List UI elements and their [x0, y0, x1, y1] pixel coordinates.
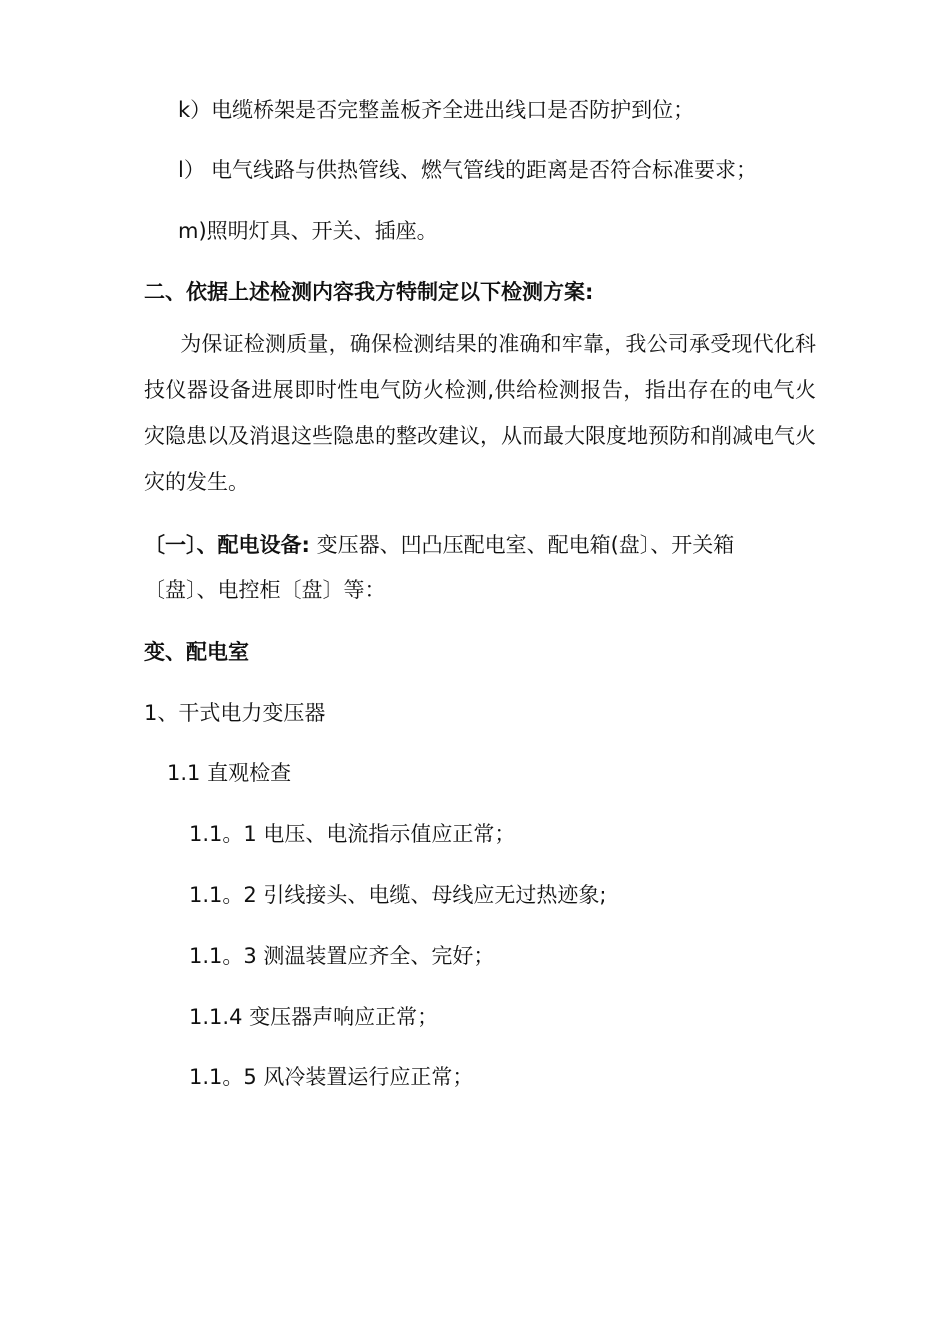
- checklist-text: 电气线路与供热管线、燃气管线的距离是否符合标准要求；: [211, 158, 757, 182]
- subsection-line-1: [144, 531, 734, 559]
- checklist-item-m: [178, 217, 438, 245]
- checklist-text: 电缆桥架是否完整盖板齐全进出线口是否防护到位；: [211, 98, 695, 122]
- subsection-text: 变压器、凹凸压配电室、配电箱(盘〕、开关箱: [309, 533, 735, 557]
- check-item: 1.1。2 引线接头、电缆、母线应无过热迹象;: [189, 883, 607, 907]
- section-heading: 二、依据上述检测内容我方特制定以下检测方案:: [144, 280, 594, 304]
- subsection-label: 〔一〕、配电设备:: [144, 533, 310, 557]
- paragraph-text: 为保证检测质量，确保检测结果的准确和牢靠，我公司承受现代化科技仪器设备进展即时性电气防火检测,供给检测报告，指出存在的电气火灾隐患以及消退这些隐患的整改建议，从而最大限度地预防和削减电气火灾的发生。: [144, 332, 816, 494]
- checklist-marker: m): [178, 219, 207, 243]
- check-item: 1.1。1 电压、电流指示值应正常；: [189, 822, 516, 846]
- checklist-marker: k）: [178, 98, 212, 122]
- checklist-item-k: [178, 96, 694, 124]
- checklist-marker: l）: [178, 158, 205, 182]
- item-title: 1、干式电力变压器: [144, 701, 326, 725]
- item-sub-title: 1.1 直观检查: [167, 761, 292, 785]
- check-item: 1.1。5 风冷装置运行应正常；: [189, 1065, 474, 1089]
- checklist-item-l: [178, 156, 757, 184]
- check-item: 1.1.4 变压器声响应正常；: [189, 1005, 439, 1029]
- room-heading: 变、配电室: [144, 640, 249, 664]
- check-item: 1.1。3 测温装置应齐全、完好；: [189, 944, 495, 968]
- checklist-text: 照明灯具、开关、插座。: [206, 219, 438, 243]
- section-paragraph: [144, 321, 816, 505]
- subsection-line-2: 〔盘〕、电控柜〔盘〕等：: [144, 578, 386, 602]
